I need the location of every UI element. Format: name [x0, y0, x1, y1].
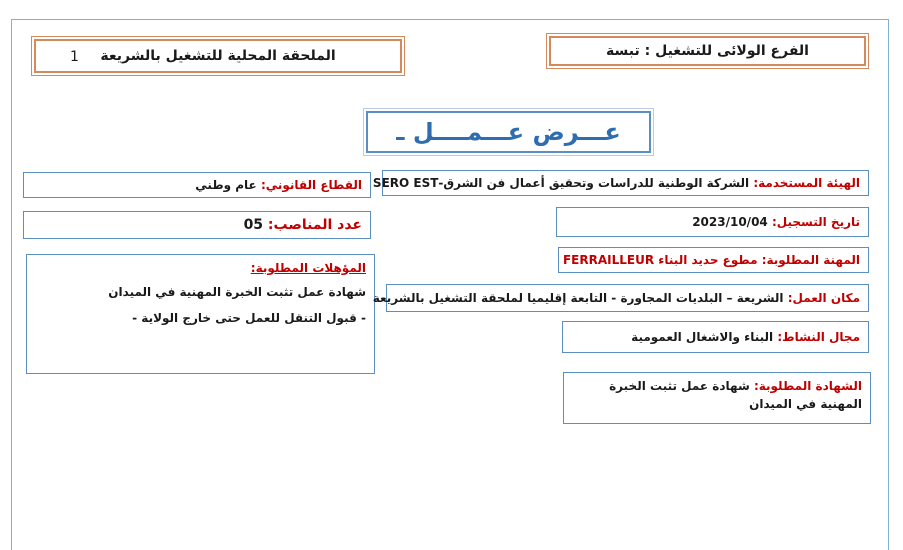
- legal-sector-box: [23, 172, 371, 198]
- activity-value: البناء والاشغال العمومية: [631, 330, 778, 344]
- employer-label: الهيئة المستخدمة:: [753, 176, 860, 190]
- positions-value: 05: [243, 217, 268, 233]
- qualification-item-1: شهادة عمل تثبت الخبرة المهنية في الميدان: [108, 285, 366, 299]
- registration-date-value: 2023/10/04: [692, 215, 772, 229]
- activity-label: مجال النشاط:: [777, 330, 860, 344]
- employer-box: [372, 170, 869, 196]
- profession-box: [558, 247, 869, 273]
- work-place-box: [372, 284, 869, 312]
- certificate-label: الشهادة المطلوبة:: [753, 379, 862, 393]
- activity-box: [562, 321, 869, 353]
- header-number: 1: [70, 49, 79, 65]
- employer-value: الشركة الوطنية للدراسات وتحقيق أعمال فن الشرق-SERO EST: [372, 176, 754, 190]
- certificate-value: شهادة عمل تثبت الخبرة المهنية في الميدان: [609, 379, 862, 411]
- local-agency-header: [34, 39, 402, 73]
- job-offer-title: عـــرض عـــمــــل ـ: [366, 111, 651, 153]
- work-place-label: مكان العمل:: [787, 291, 860, 305]
- wilaya-branch-header: [549, 36, 866, 66]
- registration-date-box: [556, 207, 869, 237]
- legal-sector-label: القطاع القانوني:: [260, 178, 362, 192]
- positions-box: [23, 211, 371, 239]
- qualification-item-2: - قبول التنقل للعمل حتى خارج الولاية -: [132, 311, 366, 325]
- local-agency-title: الملحقة المحلية للتشغيل بالشريعة: [100, 48, 336, 64]
- work-place-value: الشريعة – البلديات المجاورة - التابعة إقليميا لملحقة التشغيل بالشريعة: [372, 291, 788, 305]
- wilaya-branch-title: الفرع الولائى للتشغيل : تبسة: [606, 43, 809, 59]
- registration-date-label: تاريخ التسجيل:: [771, 215, 860, 229]
- profession-label: المهنة المطلوبة:: [761, 253, 860, 267]
- legal-sector-value: عام وطني: [195, 178, 261, 192]
- qualifications-box: [26, 254, 375, 374]
- positions-label: عدد المناصب:: [267, 217, 362, 233]
- certificate-box: [563, 372, 871, 424]
- qualifications-label: المؤهلات المطلوبة:: [250, 261, 366, 275]
- profession-value: مطوع حديد البناء FERRAILLEUR: [562, 253, 762, 267]
